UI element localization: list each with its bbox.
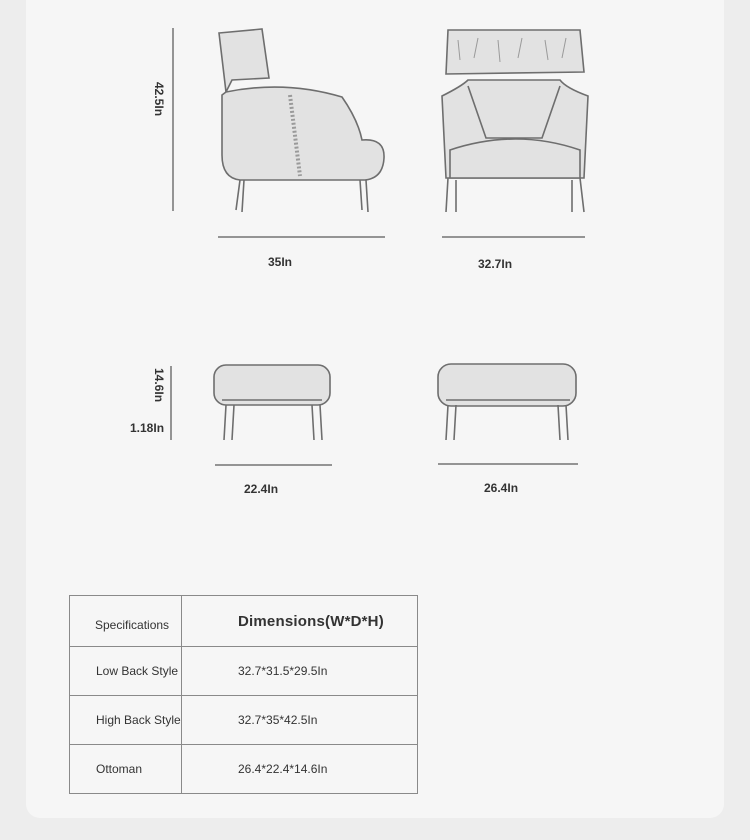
table-cell-dimensions: 32.7*35*42.5In — [182, 696, 418, 745]
table-cell-style: Low Back Style — [70, 647, 182, 696]
table-row — [70, 745, 418, 794]
table-cell-dimensions: 26.4*22.4*14.6In — [182, 745, 418, 794]
table-header-dimensions: Dimensions(W*D*H) — [182, 596, 418, 647]
high-back-front-width-label: 32.7In — [478, 257, 513, 271]
high-back-height-label: 42.5In — [152, 82, 166, 117]
ottoman-front-drawing — [438, 364, 576, 440]
ottoman-front-width-label: 26.4In — [484, 481, 519, 495]
table-cell-style: Ottoman — [70, 745, 182, 794]
table-cell-style: High Back Style — [70, 696, 182, 745]
ottoman-height-label: 14.6In — [152, 368, 166, 403]
ottoman-side-width-label: 22.4In — [244, 482, 279, 496]
table-header-specifications: Specifications — [70, 596, 182, 647]
ottoman-side-drawing — [214, 365, 330, 440]
ottoman-leg-offset-label: 1.18In — [130, 421, 165, 435]
specifications-table — [69, 595, 418, 794]
table-row — [70, 696, 418, 745]
table-cell-dimensions: 32.7*31.5*29.5In — [182, 647, 418, 696]
table-row — [70, 647, 418, 696]
high-back-chair-front-drawing — [442, 30, 588, 212]
high-back-chair-side-drawing — [219, 29, 384, 212]
table-header-row — [70, 596, 418, 647]
high-back-side-width-label: 35In — [268, 255, 293, 269]
